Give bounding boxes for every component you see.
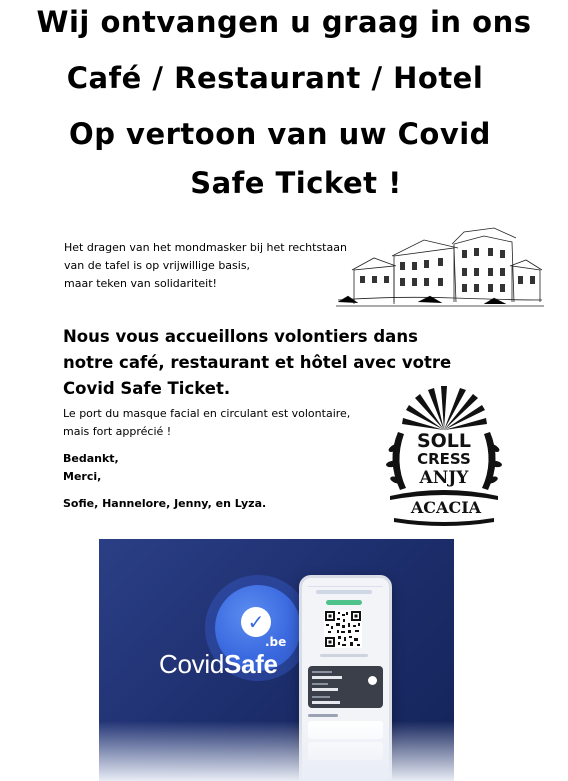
headline-line-4: Safe Ticket ! [190,166,402,200]
headline-line-2: Café / Restaurant / Hotel [66,61,484,95]
covidsafe-banner [99,539,454,781]
qr-code [324,610,362,648]
wordmark-part-1: Covid [159,649,224,679]
phone-status-pill [326,600,362,605]
user-icon [368,676,377,685]
thanks-french: Merci, [63,470,102,483]
card-line [312,683,328,685]
mask-note-nl-line-3: maar teken van solidariteit! [64,277,217,290]
card-line [312,701,340,704]
hotel-sketch-illustration [334,226,546,312]
french-welcome-line-2: notre café, restaurant et hôtel avec votre [63,353,452,372]
logo-text-cress: CRESS [417,450,471,468]
checkmark-icon: ✓ [241,607,271,637]
badge-domain-suffix: .be [265,635,287,649]
wordmark-part-2: Safe [223,649,278,679]
thanks-dutch: Bedankt, [63,452,119,465]
logo-text-anjy: ANJY [419,468,469,488]
card-line [312,696,330,698]
covidsafe-wordmark [159,649,278,680]
phone-section-label [308,714,338,717]
card-line [312,676,342,679]
card-line [312,688,338,691]
mask-note-fr-line-2: mais fort apprécié ! [63,425,172,438]
headline-line-3: Op vertoon van uw Covid [69,117,491,151]
mask-note-nl-line-2: van de tafel is op vrijwillige basis, [64,259,251,272]
french-welcome-line-1: Nous vous accueillons volontiers dans [63,327,418,346]
french-welcome-line-3: Covid Safe Ticket. [63,379,231,398]
phone-header-bar [316,590,372,594]
banner-fade [99,721,454,781]
phone-status-bar [308,582,383,587]
phone-qr-caption [320,654,368,657]
signatories: Sofie, Hannelore, Jenny, en Lyza. [63,497,267,510]
logo-text-soll: SOLL [416,430,472,452]
phone-holder-card [308,666,383,708]
mask-note-fr-line-1: Le port du masque facial en circulant est volontaire, [63,407,351,420]
mask-note-nl-line-1: Het dragen van het mondmasker bij het rechtstaan [64,241,347,254]
card-line [312,671,332,673]
logo-text-acacia: ACACIA [410,498,482,517]
solcress-acacia-logo [380,380,508,530]
headline-line-1: Wij ontvangen u graag in ons [36,5,532,39]
